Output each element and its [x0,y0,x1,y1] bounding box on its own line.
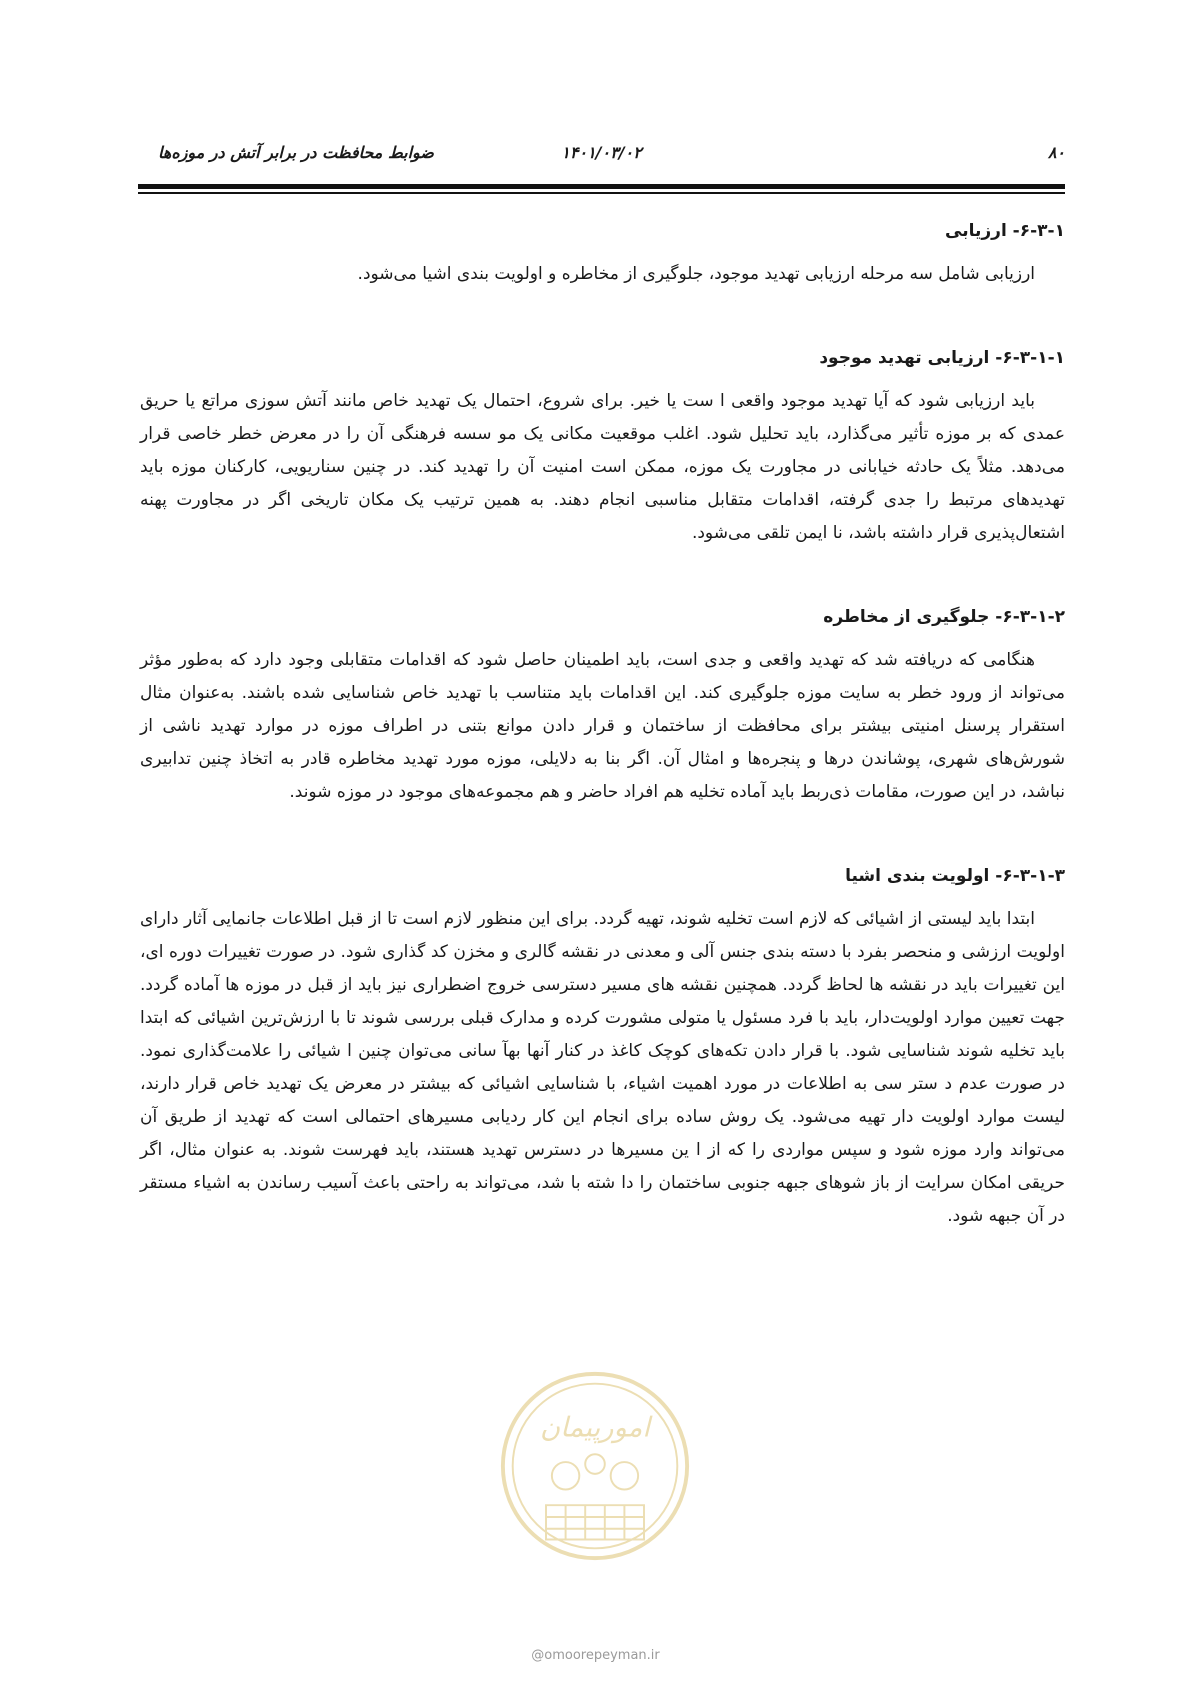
section-heading-hazard-prevention: ۶-۳-۱-۲- جلوگیری از مخاطره [823,607,1065,627]
section-paragraph-threat-assessment: باید ارزیابی شود که آیا تهدید موجود واقعی ا ست یا خیر. برای شروع، احتمال یک تهدید خاص مانند آتش سوزی مراتع یا حریق عمدی که بر موزه تأثیر می‌گذارد، باید تحلیل شود. اغلب موقعیت مکانی یک مو سسه فرهنگی آن را در معرض خطر خاصی قرار می‌دهد. مثلاً یک حادثه خیابانی در مجاورت یک موزه، ممکن است امنیت آن را تهدید کند. در چنین سناریویی، کارکنان موزه باید تهدیدهای مرتبط را جدی گرفته، اقدامات متقابل مناسبی انجام دهند. به همین ترتیب یک مکان تاریخی اگر در مجاورت پهنه اشتعال‌پذیری قرار داشته باشد، نا ایمن تلقی می‌شود. [140,391,1065,543]
header-date: ۱۴۰۱/۰۳/۰۲ [561,143,642,162]
watermark-site: @omoorepeyman.ir [531,1648,660,1663]
watermark-logo-text: امورپیمان [539,1412,651,1444]
section-heading-assessment: ۶-۳-۱- ارزیابی [945,221,1065,241]
page-header [138,143,1065,173]
body-content [140,215,1065,1233]
header-rule-thin [138,192,1065,194]
section-paragraph-object-prioritization: ابتدا باید لیستی از اشیائی که لازم است تخلیه شوند، تهیه گردد. برای این منظور لازم است تا از قبل اطلاعات جانمایی آثار دارای اولویت ارزشی و منحصر بفرد با دسته بندی جنس آلی و معدنی در نقشه گالری و مخزن کد گذاری شود. در صورت تغییرات دوره ای، این تغییرات باید در نقشه ها لحاظ گردد. همچنین نقشه های مسیر دسترسی خروج اضطراری نیز باید از قبل در موزه ها آماده گردد. جهت تعیین موارد اولویت‌دار، باید با فرد مسئول یا متولی مشورت کرده و مدارک قبلی بررسی شوند تا با ارزش‌ترین اشیائی که ابتدا باید تخلیه شوند شناسایی شود. با قرار دادن تکه‌های کوچک کاغذ در کنار آنها بهآ سانی می‌توان چنین ا شیائی را علامت‌گذاری نمود. در صورت عدم د ستر سی به اطلاعات در مورد اهمیت اشیاء، با شناسایی اشیائی که بیشتر در معرض یک تهدید خاص قرار دارند، لیست موارد اولویت دار تهیه می‌شود. یک روش ساده برای انجام این کار ردیابی مسیرهای احتمالی است که تهدید از طریق آن می‌تواند وارد موزه شود و سپس مواردی را که از ا ین مسیرها در دسترس تهدید هستند، باید فهرست شوند. به عنوان مثال، اگر حریقی امکان سرایت از باز شوهای جبهه جنوبی ساختمان را دا شته با شد، می‌تواند به راحتی باعث آسیب رساندن به اشیاء مستقر در آن جبهه شود. [140,909,1065,1226]
header-title: ضوابط محافظت در برابر آتش در موزه‌ها [158,143,434,162]
section-heading-object-prioritization: ۶-۳-۱-۳- اولویت بندی اشیا [845,866,1065,886]
watermark-logo [497,1368,693,1564]
section-paragraph-assessment: ارزیابی شامل سه مرحله ارزیابی تهدید موجود، جلوگیری از مخاطره و اولویت بندی اشیا می‌شود. [357,264,1035,284]
header-rule-thick [138,184,1065,189]
section-paragraph-hazard-prevention: هنگامی که دریافته شد که تهدید واقعی و جدی است، باید اطمینان حاصل شود که اقدامات متقابلی وجود دارد که به‌طور مؤثر می‌تواند از ورود خطر به سایت موزه جلوگیری کند. این اقدامات باید متناسب با تهدید خاص شناسایی شده باشند. به‌عنوان مثال استقرار پرسنل امنیتی بیشتر برای محافظت از ساختمان و قرار دادن موانع بتنی در اطراف موزه در موارد تهدید ناشی از شورش‌های شهری، پوشاندن درها و پنجره‌ها و امثال آن. اگر بنا به دلایلی، موزه مورد تهدید مخاطره قادر به اتخاذ چنین تدابیری نباشد، در این صورت، مقامات ذی‌ربط باید آماده تخلیه هم افراد حاضر و هم مجموعه‌های موجود در موزه شوند. [140,650,1065,802]
section-heading-threat-assessment: ۶-۳-۱-۱- ارزیابی تهدید موجود [819,348,1065,368]
page-number: ۸۰ [1047,143,1065,162]
